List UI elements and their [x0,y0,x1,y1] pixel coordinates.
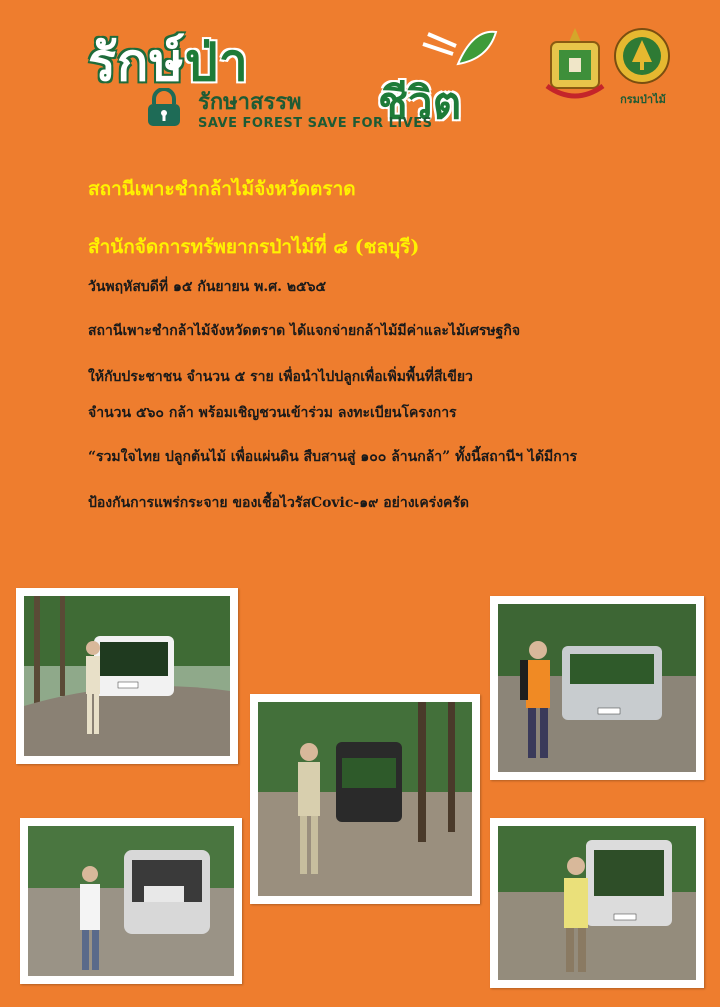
body-line-1: สถานีเพาะชำกล้าไม้จังหวัดตราด ได้แจกจ่ายกล้าไม้มีค่าและไม้เศรษฐกิจ [88,323,521,339]
photo-4-image [28,826,234,976]
logo-subtitle: รักษาสรรพ [198,90,302,115]
forest-department-label: กรมป่าไม้ [620,93,666,106]
body-line-4: “รวมใจไทย ปลูกต้นไม้ เพื่อแผ่นดิน สืบสานสู่ ๑๐๐ ล้านกล้า” ทั้งนี้สถานีฯ ได้มีการ [88,449,578,465]
photo-2-image [258,702,472,896]
rak-pa-logo [88,20,508,135]
photo-3 [490,596,704,780]
logo-title-part1: รักษ์ [88,33,185,93]
date-line: วันพฤหัสบดีที่ ๑๕ กันยายน พ.ศ. ๒๕๖๕ [88,279,327,295]
body-line-3: จำนวน ๕๖๐ กล้า พร้อมเชิญชวนเข้าร่วม ลงทะเบียนโครงการ [88,405,457,421]
royal-emblem-icon [543,28,607,103]
photo-1-image [24,596,230,756]
logo-title-part2: ป่า [184,33,249,93]
photo-2 [250,694,480,904]
body-line-2: ให้กับประชาชน จำนวน ๕ ราย เพื่อนำไปปลูกเพื่อเพิ่มพื้นที่สีเขียว [88,369,473,385]
photo-3-image [498,604,696,772]
photo-1 [16,588,238,764]
forest-department-seal-icon [614,28,670,84]
photo-4 [20,818,242,984]
body-line-5: ป้องกันการแพร่กระจาย ของเชื้อไวรัสCovic-๑๙ อย่างเคร่งครัด [88,495,470,511]
logo-title-part3: ชีวิต [378,78,462,129]
leaf-icon [418,24,498,74]
lock-icon [144,88,184,126]
photo-5 [490,818,704,988]
office-heading: สำนักจัดการทรัพยากรป่าไม้ที่ ๘ (ชลบุรี) [88,236,420,258]
photo-5-image [498,826,696,980]
station-heading: สถานีเพาะชำกล้าไม้จังหวัดตราด [88,178,356,200]
logo-tagline: SAVE FOREST SAVE FOR LIVES [198,116,433,131]
